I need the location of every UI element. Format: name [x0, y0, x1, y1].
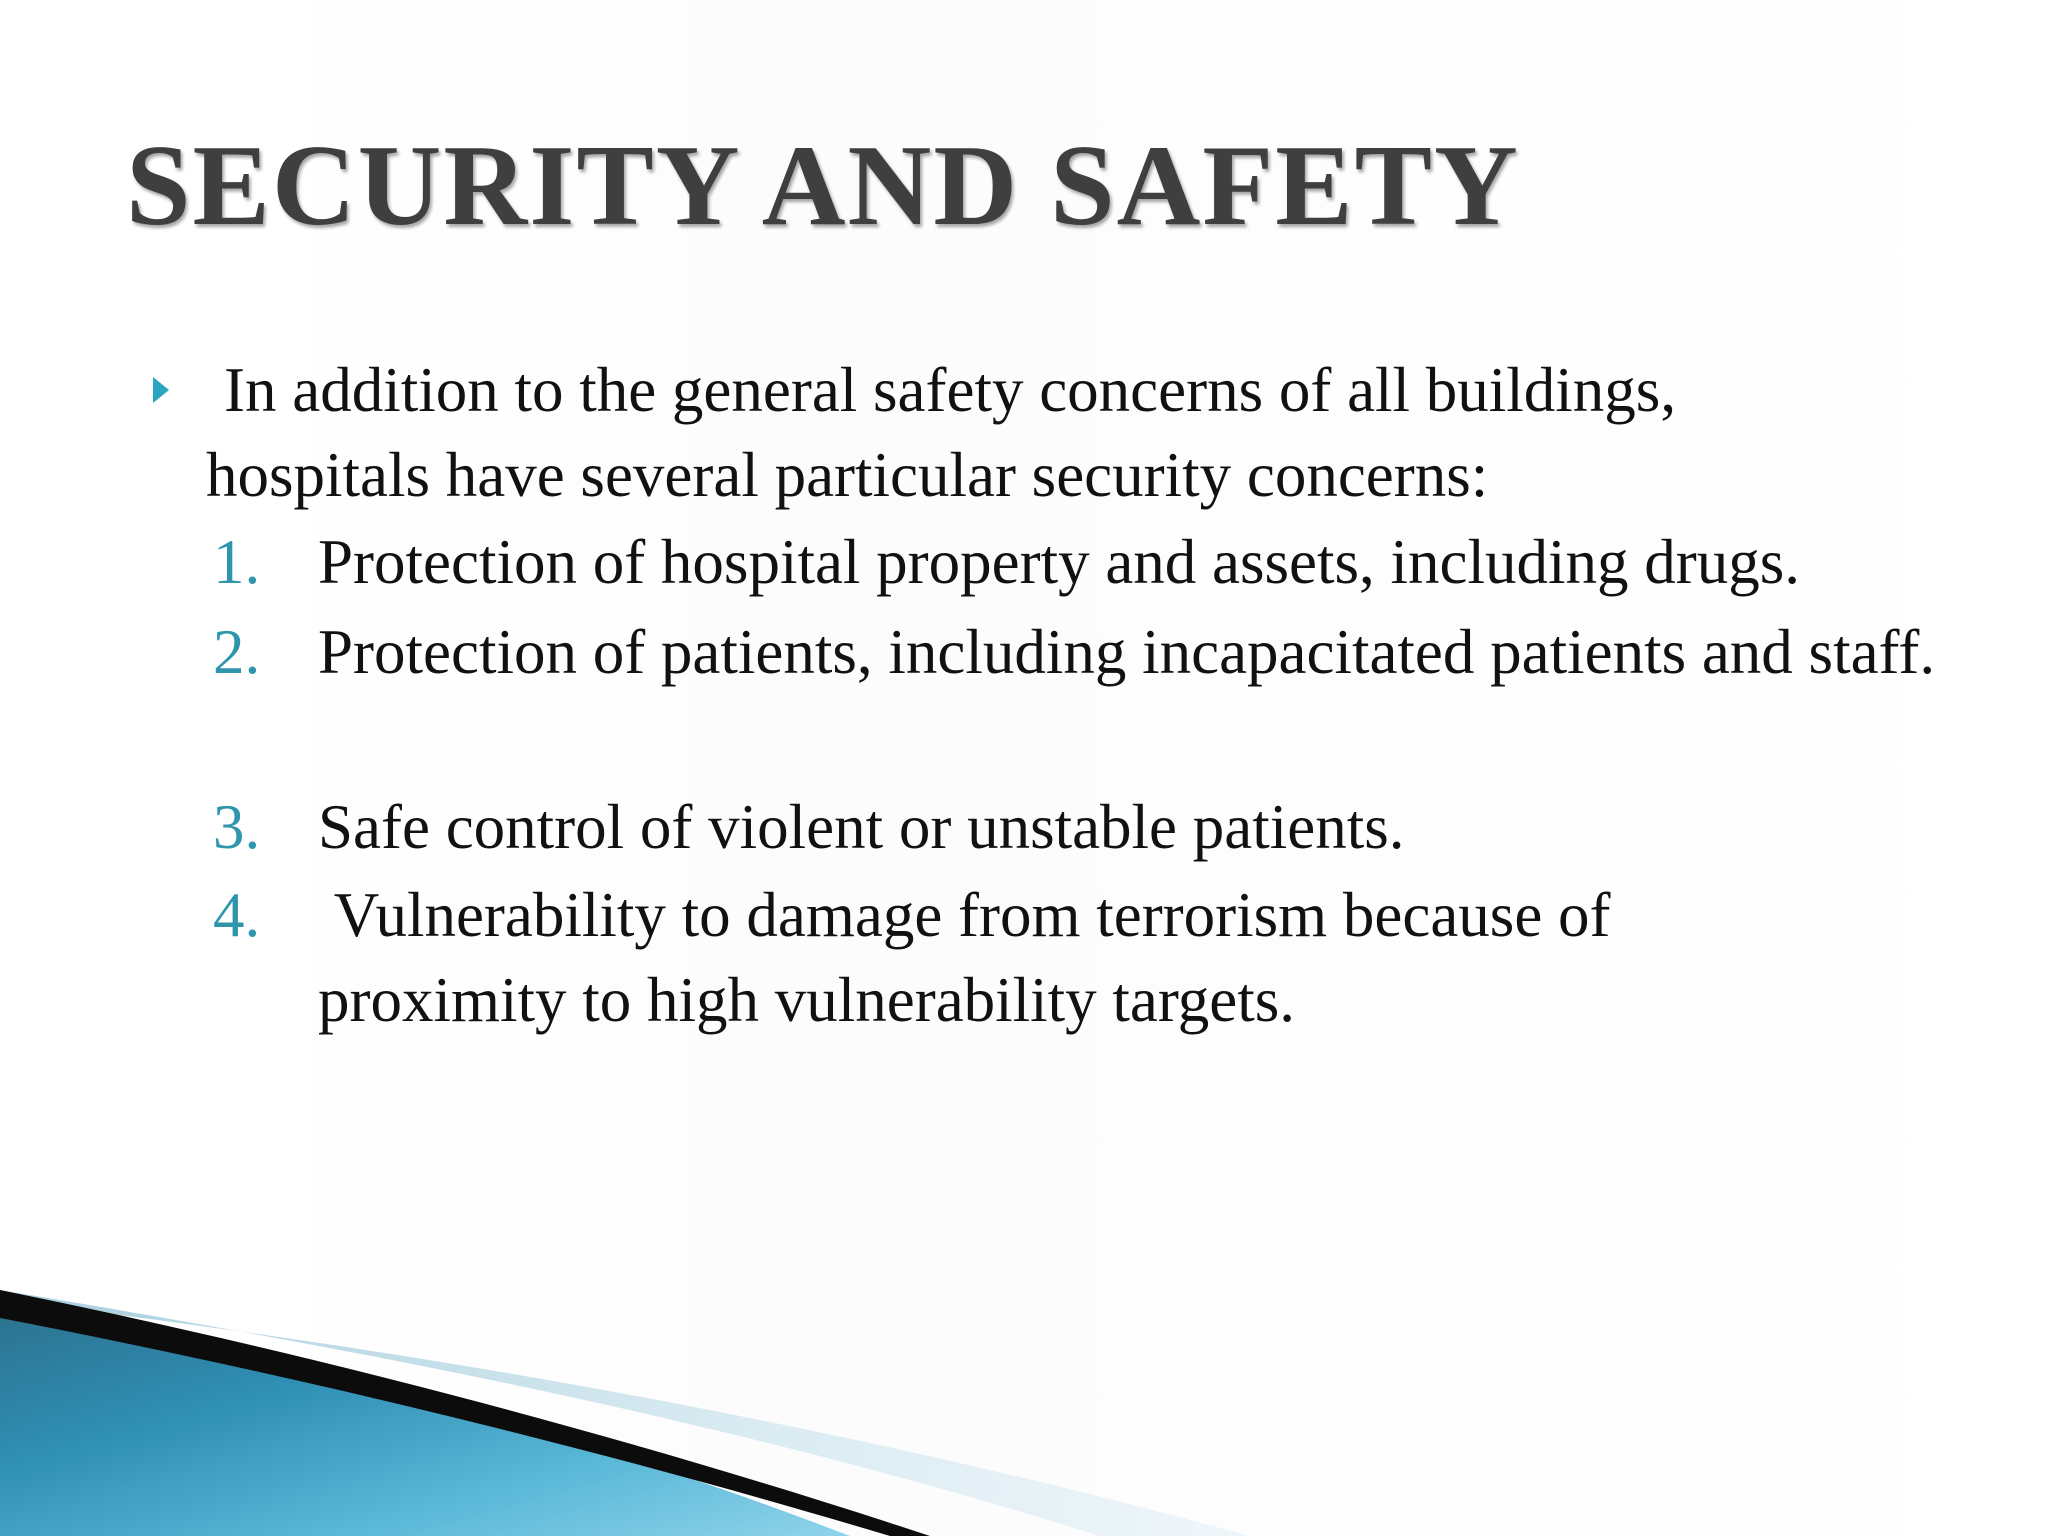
list-item-text: Safe control of violent or unstable patients. [318, 792, 1405, 862]
list-item-text: Protection of patients, including incapacitated patients and staff. [318, 617, 1936, 687]
list-item-number: 2. [213, 617, 261, 687]
intro-line-2: hospitals have several particular security concerns: [206, 440, 1489, 510]
slide-title: SECURITY AND SAFETY [126, 122, 1520, 250]
list-item-number: 3. [213, 792, 261, 862]
list-item-number: 1. [213, 527, 261, 597]
list-item-text: Vulnerability to damage from terrorism because of proximity to high vulnerability targets. [318, 880, 1627, 1035]
triangle-right-icon [153, 377, 169, 403]
intro-paragraph [206, 348, 1966, 518]
intro-line-1: In addition to the general safety concerns of all buildings, [224, 355, 1677, 425]
list-item-text: Protection of hospital property and assets, including drugs. [318, 527, 1801, 597]
list-item-number: 4. [213, 880, 261, 950]
